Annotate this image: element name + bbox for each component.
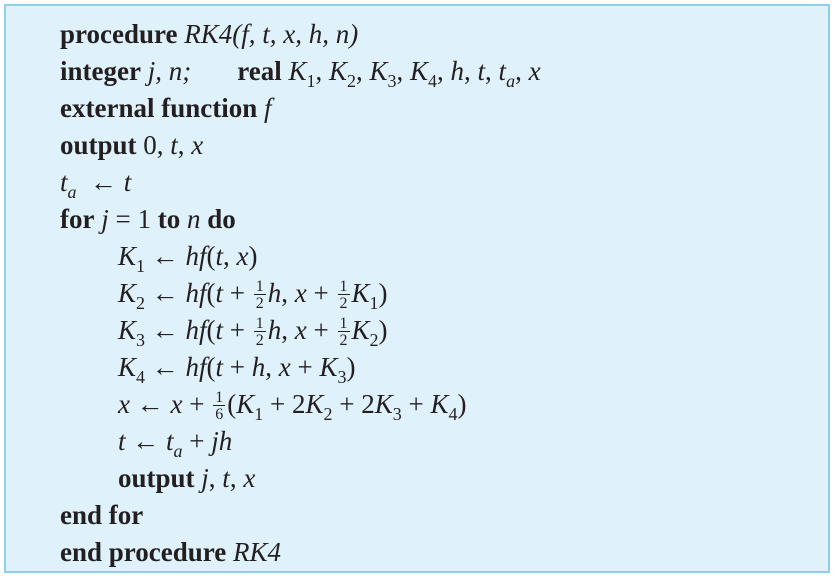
end-procedure-name: RK4 [233,537,282,567]
line-k4 [60,349,541,386]
t-update-expr: t ← $t_a$ + jh [118,426,233,461]
output-loop-vars: j, t, x [201,463,256,493]
output-vars: 0, t, x [143,130,204,160]
procedure-args: (f, t, x, h, n) [232,19,359,49]
keyword-end-for: end for [60,500,144,530]
keyword-do: do [207,204,236,234]
integer-vars: j, n; [147,56,192,86]
keyword-for: for [60,204,95,234]
keyword-procedure: procedure [60,19,178,49]
line-end-procedure [60,534,541,571]
line-output-loop [60,460,541,497]
keyword-external-function: external function [60,93,258,123]
k2-expr: $K_2$ ← hf(t + $\frac{1}{2}$ h, x + $\frac{1}{2}$ $K_1$) [118,278,388,313]
line-ta-assign [60,164,541,201]
line-for [60,201,541,238]
ta-assign-expr: $t_a$ ← t [60,167,132,202]
for-upper: n [186,204,201,234]
line-output-initial [60,127,541,164]
line-external [60,90,541,127]
pseudocode [60,16,541,571]
line-k3 [60,312,541,349]
line-x-update [60,386,541,423]
line-k2 [60,275,541,312]
line-t-update [60,423,541,460]
procedure-name: RK4 [184,19,233,49]
keyword-output: output [60,130,137,160]
x-update-expr: x ← x + $\frac{1}{6}$ $(K_1 + 2K_2 + 2K_3 + K_4)$ [118,389,467,424]
algorithm-box [4,4,830,573]
k4-expr: $K_4$ ← hf(t + h, $x + K_3$) [118,352,356,387]
keyword-output-loop: output [118,463,195,493]
keyword-to: to [157,204,181,234]
line-declarations [60,53,541,90]
for-range: j = 1 [101,204,158,234]
keyword-end-procedure: end procedure [60,537,227,567]
keyword-integer: integer [60,56,141,86]
k1-expr: $K_1$ ← hf(t, x) [118,241,258,276]
keyword-real: real [237,56,282,86]
line-k1 [60,238,541,275]
line-end-for [60,497,541,534]
k3-expr: $K_3$ ← hf(t + $\frac{1}{2}$ h, x + $\frac{1}{2}$ $K_2$) [118,315,388,350]
line-procedure [60,16,541,53]
real-vars: $K_1$, $K_2$, $K_3$, $K_4$, h, t, $t_a$, x [288,56,541,91]
external-name: f [263,93,272,123]
